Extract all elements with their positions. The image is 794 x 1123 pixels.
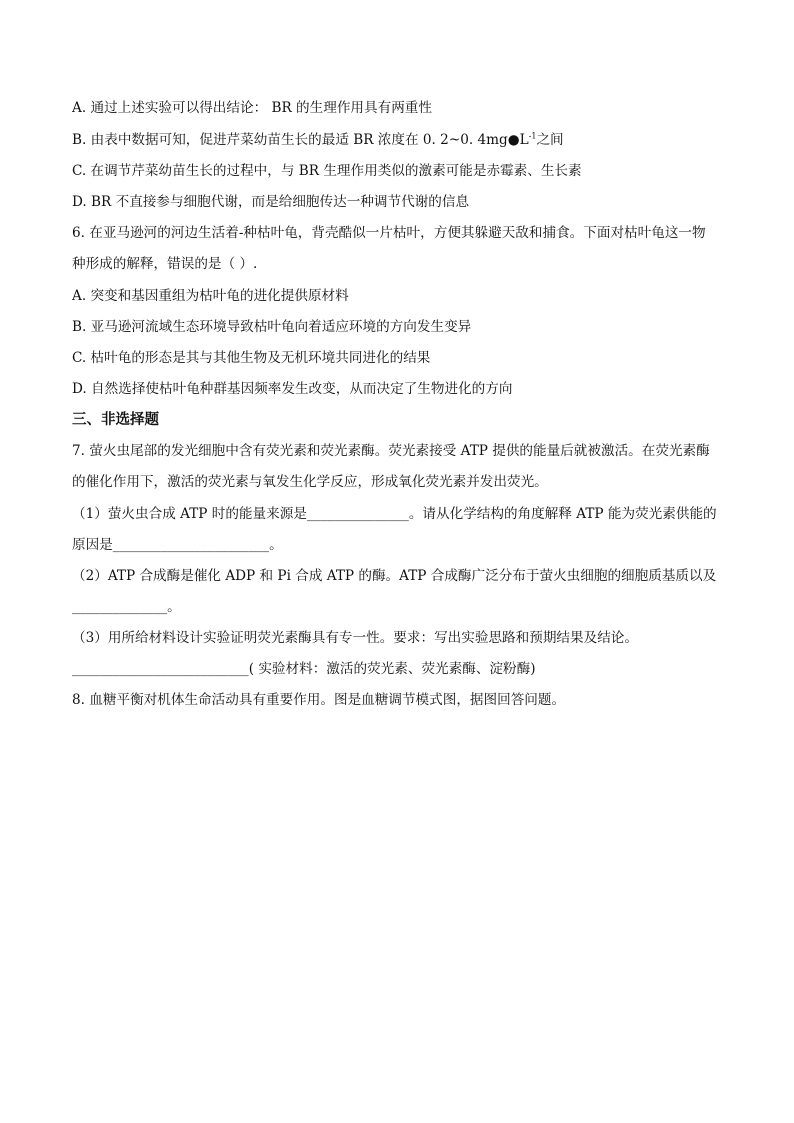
q5-option-b-superscript: -1 — [528, 131, 537, 141]
section-title: 三、非选择题 — [72, 412, 159, 428]
q5-option-a: A. 通过上述实验可以得出结论： BR 的生理作用具有两重性 — [72, 100, 432, 116]
q6-option-c: C. 枯叶龟的形态是其与其他生物及无机环境共同进化的结果 — [72, 350, 431, 366]
q5-option-b — [72, 130, 732, 150]
q5-option-b-text: B. 由表中数据可知，促进芹菜幼苗生长的最适 BR 浓度在 0. 2~0. 4mg●L — [72, 132, 529, 148]
q5-option-d: D. BR 不直接参与细胞代谢，而是给细胞传达一种调节代谢的信息 — [72, 194, 470, 210]
q8-stem: 8. 血糖平衡对机体生命活动具有重要作用。图是血糖调节模式图，据图回答问题。 — [72, 692, 566, 708]
q7-part2-line2: ______________。 — [72, 599, 181, 615]
q6-stem-line1: 6. 在亚马逊河的河边生活着-种枯叶龟，背壳酷似一片枯叶，方便其躲避天敌和捕食。下面对枯叶龟这一物 — [72, 225, 706, 241]
q7-stem-line1: 7. 萤火虫尾部的发光细胞中含有荧光素和荧光素酶。荧光素接受 ATP 提供的能量后就被激活。在荧光素酶 — [72, 443, 710, 459]
q7-stem-line2: 的催化作用下，激活的荧光素与氧发生化学反应，形成氧化荧光素并发出荧光。 — [72, 474, 548, 490]
q7-part3-line1: （3）用所给材料设计实验证明荧光素酶具有专一性。要求：写出实验思路和预期结果及结论。 — [72, 630, 638, 646]
q7-part3-line2: __________________________( 实验材料：激活的荧光素、荧光素酶、淀粉酶) — [72, 661, 536, 677]
q6-stem-line2: 种形成的解释，错误的是（ ）. — [72, 256, 258, 272]
q7-part2-line1: （2）ATP 合成酶是催化 ADP 和 Pi 合成 ATP 的酶。ATP 合成酶广泛分布于萤火虫细胞的细胞质基质以及 — [72, 568, 717, 584]
q5-option-b-tail: 之间 — [536, 132, 564, 148]
q6-option-a: A. 突变和基因重组为枯叶龟的进化提供原材料 — [72, 288, 349, 304]
q7-part1-line1: （1）萤火虫合成 ATP 时的能量来源是_______________。请从化学结构的角度解释 ATP 能为荧光素供能的 — [72, 506, 717, 522]
q5-option-c: C. 在调节芹菜幼苗生长的过程中，与 BR 生理作用类似的激素可能是赤霉素、生长素 — [72, 163, 582, 179]
q6-option-b: B. 亚马逊河流域生态环境导致枯叶龟向着适应环境的方向发生变异 — [72, 319, 472, 335]
q7-part1-line2: 原因是_______________________。 — [72, 537, 283, 553]
q6-option-d: D. 自然选择使枯叶龟种群基因频率发生改变，从而决定了生物进化的方向 — [72, 381, 513, 397]
